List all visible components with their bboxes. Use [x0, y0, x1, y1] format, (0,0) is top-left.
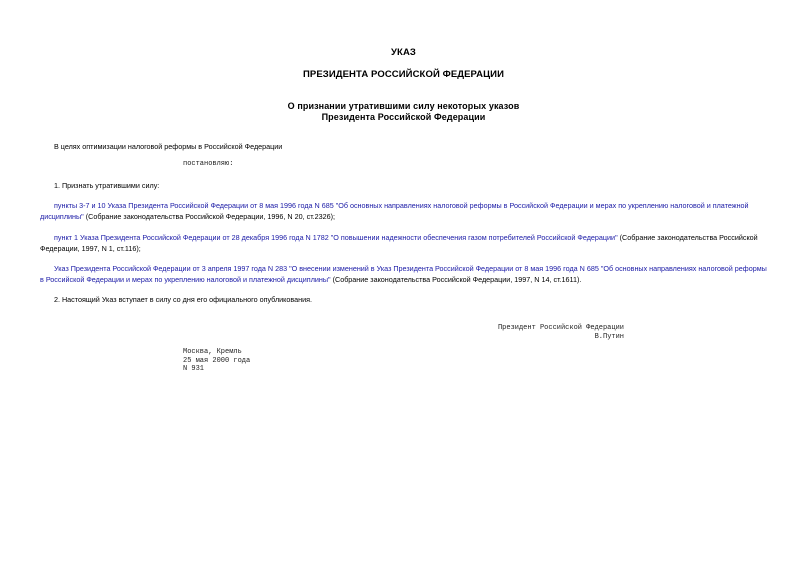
- issuer-heading: ПРЕЗИДЕНТА РОССИЙСКОЙ ФЕДЕРАЦИИ: [302, 69, 505, 80]
- repeal-entry-1: [40, 200, 770, 222]
- issue-details: [183, 348, 250, 374]
- repeal-entry-3: [40, 263, 770, 285]
- subject-heading-line2: Президента Российской Федерации: [321, 112, 486, 122]
- repeal-link-2[interactable]: пункт 1 Указа Президента Российской Федерации от 28 декабря 1996 года N 1782 "О повышении надежности обеспечения газом потребителей Российской Федерации": [54, 233, 618, 242]
- signatory-name: В.Путин: [594, 332, 624, 341]
- repeal-source-3: (Собрание законодательства Российской Федерации, 1997, N 14, ст.1611).: [330, 275, 582, 284]
- item-1: 1. Признать утратившими силу:: [54, 181, 160, 190]
- issue-place: Москва, Кремль: [183, 348, 242, 356]
- repeal-entry-2: [40, 232, 770, 254]
- signatory-title: Президент Российской Федерации: [497, 324, 624, 332]
- repeal-link-1[interactable]: пункты 3-7 и 10 Указа Президента Российской Федерации от 8 мая 1996 года N 685 "Об основных направлениях налоговой реформы в Российской Федерации и мерах по укреплению налоговой и платежной дисциплины": [40, 201, 749, 221]
- issue-date: 25 мая 2000 года: [183, 356, 251, 365]
- repeal-link-3[interactable]: Указ Президента Российской Федерации от 3 апреля 1997 года N 283 "О внесении изменений в Указ Президента Российской Федерации от 8 мая 1996 года N 685 "Об основных направлениях налоговой реформы в Российской Федерации и мерах по укреплению налоговой и платежной дисциплины": [40, 264, 767, 284]
- decree-word: постановляю:: [183, 160, 234, 168]
- repeal-source-1: (Собрание законодательства Российской Федерации, 1996, N 20, ст.2326);: [83, 212, 336, 221]
- subject-heading-line1: О признании утратившими силу некоторых указов: [287, 101, 520, 111]
- preamble-text: В целях оптимизации налоговой реформы в Российской Федерации: [54, 142, 283, 151]
- decree-number: N 931: [183, 365, 205, 374]
- repeal-source-2: (Собрание законодательства Российской Федерации, 1997, N 1, ст.116);: [40, 233, 758, 253]
- signature-block: [498, 324, 624, 341]
- doc-type-heading: УКАЗ: [391, 47, 416, 58]
- item-2: 2. Настоящий Указ вступает в силу со дня его официального опубликования.: [54, 295, 313, 304]
